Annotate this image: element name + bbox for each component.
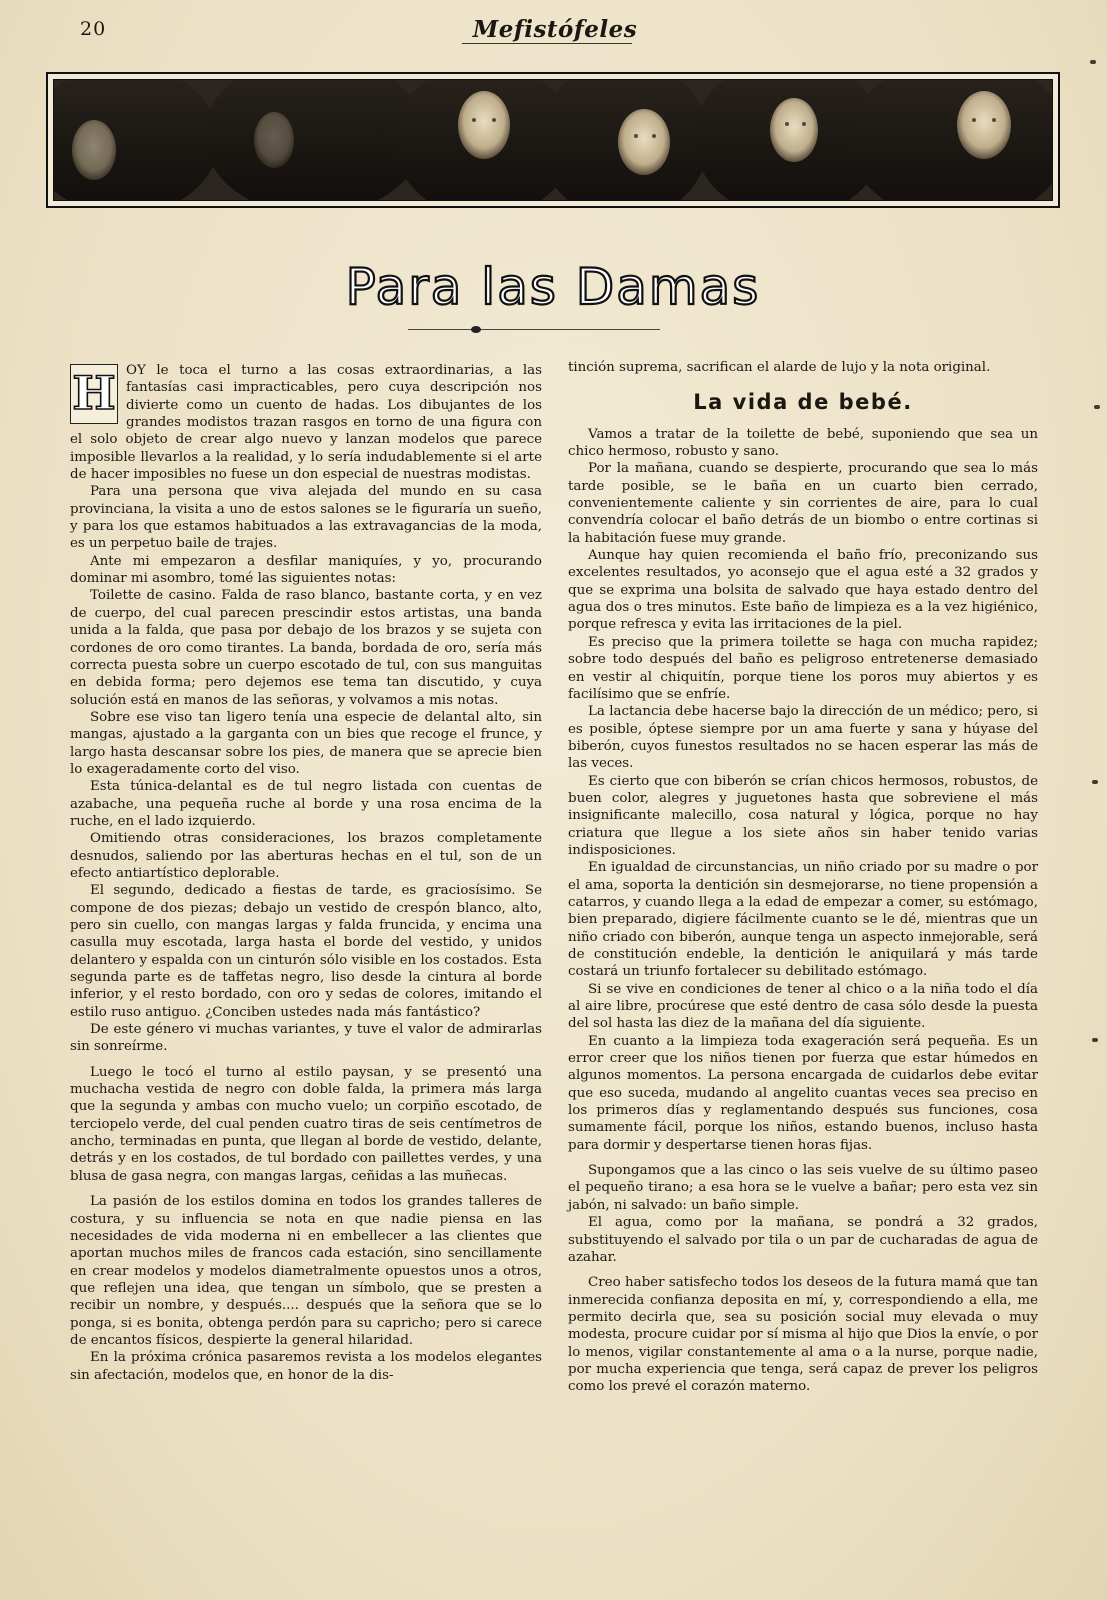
hair-mass-2 [204,80,424,200]
title-lettering [0,260,1107,316]
paragraph: De este género vi muchas variantes, y tuve el valor de admirarlas sin sonreírme. [70,1022,542,1055]
paragraph: Es cierto que con biberón se crían chicos hermosos, robustos, de buen color, alegres y juguetones hasta que sobreviene el más insignificante malecillo, cosa natural y lógica, porque no hay criatura que llegue a los siete años sin haber tenido varias indisposiciones. [568,773,1038,858]
paragraph: Omitiendo otras consideraciones, los brazos completamente desnudos, saliendo por las aberturas hechas en el tul, son de un efecto antiartístico deplorable. [70,831,542,881]
paragraph: La lactancia debe hacerse bajo la dirección de un médico; pero, si es posible, óptese siempre por un ama fuerte y sana y húyase del biberón, cuyos funestos resultados no se hacen esperar las más de las veces. [568,704,1038,772]
paragraph: Vamos a tratar de la toilette de bebé, suponiendo que sea un chico hermoso, robusto y sano. [568,426,1038,460]
portrait-face-6 [254,112,294,168]
header-banner-image [46,72,1060,208]
paragraph: Esta túnica-delantal es de tul negro listada con cuentas de azabache, una pequeña ruche al borde y una rosa encima de la ruche, en el lado izquierdo. [70,779,542,829]
portrait-face-4 [770,98,818,162]
page-speck [1094,405,1100,409]
page-number: 20 [80,18,107,40]
page-speck [1092,780,1098,784]
paragraph: En la próxima crónica pasaremos revista a los modelos elegantes sin afectación, modelos que, en honor de la dis- [70,1350,542,1383]
paragraph: Luego le tocó el turno al estilo paysan, y se presentó una muchacha vestida de negro con doble falda, la primera más larga que la segunda y ambas con mucho vuelo; un corpiño escotado, de terciopelo verde, del cual penden cuatro tiras de seis centímetros de ancho, terminadas en punta, que llegan al borde de vestido, delante, detrás y en los costados, de tul bordado con paillettes verdes, y una blusa de gasa negra, con mangas largas, ceñidas a las muñecas. [70,1064,542,1184]
masthead-underline [462,43,632,44]
paragraph: Aunque hay quien recomienda el baño frío, preconizando sus excelentes resultados, yo aconsejo que el agua esté a 32 grados y que se exprima una bolsita de salvado que haya estado dentro del agua dos o tres minutos. Este baño de limpieza es a la vez higiénico, porque refresca y evita las irritaciones de la piel. [568,548,1038,633]
dropcap [70,364,118,424]
paragraph: Para una persona que viva alejada del mundo en su casa provinciana, la visita a uno de estos salones se le figuraría un sueño, y para los que estamos habituados a las extravagancias de la moda, es un perpetuo baile de trajes. [70,484,542,552]
paragraph: Supongamos que a las cinco o las seis vuelve de su último paseo el pequeño tirano; a esa hora se le vuelve a bañar; pero esta vez sin jabón, ni salvado: un baño simple. [568,1163,1038,1213]
portrait-face-2 [458,91,510,159]
paragraph: En igualdad de circunstancias, un niño criado por su madre o por el ama, soporta la dentición sin desmejorarse, no tiene propensión a catarros, y cuando llega a la edad de empezar a comer, su estómago, bien preparado, digiere fácilmente cuanto se le dé, mientras que un niño criado con biberón, aunque tenga un aspecto inmejorable, será de constitución endeble, la dentición le aniquilará y más tarde costará un triunfo fortalecer su debilitado estómago. [568,860,1038,980]
masthead: Mefistófeles [472,16,638,43]
left-column [70,362,542,1384]
paragraph-continuation: tinción suprema, sacrifican el alarde de lujo y la nota original. [568,360,991,375]
portrait-face-1 [72,120,116,180]
article-title [0,260,1107,320]
paragraph: Si se vive en condiciones de tener al chico o a la niña todo el día al aire libre, procúrese que esté dentro de casa sólo desde la puesta del sol hasta las diez de la mañana del día siguiente. [568,981,1038,1032]
portrait-face-3 [618,109,670,175]
dropcap-letter: H [72,366,116,420]
hair-mass-6 [849,80,1052,200]
page-speck [1090,60,1096,64]
paragraph: El segundo, dedicado a fiestas de tarde, es graciosísimo. Se compone de dos piezas; debajo un vestido de crespón blanco, alto, pero sin cuello, con mangas largas y falda fruncida, y encima una casulla muy escotada, larga hasta el borde del vestido, y unidos delantero y espalda con un cinturón sólo visible en los costados. Esta segunda parte es de taffetas negro, liso desde la cintura al borde inferior, y el resto bordado, con oro y sedas de colores, imitando el estilo ruso antiguo. ¿Conciben ustedes nada más fantástico? [70,883,542,1020]
page-speck [1092,1038,1098,1042]
portrait-face-5 [957,91,1011,159]
paragraph: El agua, como por la mañana, se pondrá a 32 grados, substituyendo el salvado por tila o un par de cucharadas de agua de azahar. [568,1215,1038,1265]
paragraph: Creo haber satisfecho todos los deseos de la futura mamá que tan inmerecida confianza deposita en mí, y, correspondiendo a ella, me permito decirla que, sea su posición social muy elevada o muy modesta, procure cuidar por sí misma al hijo que Dios la envíe, o por lo menos, vigilar constantemente al ama o a la nurse, porque nadie, por mucha experiencia que tenga, será capaz de prever los peligros como los prevé el corazón materno. [568,1275,1038,1395]
banner-photo-strip [53,79,1053,201]
paragraph: La pasión de los estilos domina en todos los grandes talleres de costura, y su influencia se nota en que nadie piensa en las necesidades de vida moderna ni en embellecer a las clientes que aportan muchos miles de francos cada estación, sino sencillamente en crear modelos y modelos diametralmente opuestos unos a otros, que reflejen una idea, que tengan un símbolo, que se presten a recibir un nombre, y después.... después que la señora que se lo ponga, si es bonita, obtenga perdón para su capricho; pero si carece de encantos físicos, despierte la general hilaridad. [70,1194,542,1348]
paragraph: Ante mi empezaron a desfilar maniquíes, y yo, procurando dominar mi asombro, tomé las siguientes notas: [70,553,542,587]
paragraph: Es preciso que la primera toilette se haga con mucha rapidez; sobre todo después del baño es peligroso entretenerse demasiado en vestir al chiquitín, porque tiene los poros muy abiertos y es facilísimo que se enfríe. [568,634,1038,702]
section-subheading: La vida de bebé. [693,390,913,415]
portraits-illustration [54,80,1052,200]
right-column [568,359,1038,1396]
title-divider-ornament [471,326,481,333]
title-text: Para las Damas [345,260,761,316]
paragraph: En cuanto a la limpieza toda exageración será pequeña. Es un error creer que los niños tienen por fuerza que estar húmedos en algunos momentos. La persona encargada de cuidarlos debe evitar que eso suceda, mudando al angelito cuantas veces sea preciso en los primeros días y reglamentando después sus funciones, cosa sumamente fácil, porque los niños, estando buenos, incluso hasta para dormir y despertarse tienen horas fijas. [568,1033,1038,1153]
paragraph: Toilette de casino. Falda de raso blanco, bastante corta, y en vez de cuerpo, del cual parecen prescindir estos artistas, una banda unida a la falda, que pasa por debajo de los brazos y se sujeta con cordones de oro como tirantes. La banda, bordada de oro, sería más correcta puesta sobre un cuerpo escotado de tul, con sus manguitas en debida forma; pero dejemos ese tema tan discutido, y cuya solución está en manos de las señoras, y volvamos a mis notas. [70,588,542,708]
paragraph: OY le toca el turno a las cosas extraordinarias, a las fantasías casi impracticables, pero cuya descripción nos divierte como un cuento de hadas. Los dibujantes de los grandes modistos trazan rasgos en torno de una figura con el solo objeto de crear algo nuevo y lanzan modelos que parece imposible llevarlos a la realidad, y lo sería indudablemente si el arte de hacer imposibles no fuese un don especial de nuestras modistas. [70,363,542,483]
title-divider [408,329,660,330]
paragraph: Sobre ese viso tan ligero tenía una especie de delantal alto, sin mangas, ajustado a la garganta con un bies que recoge el frunce, y largo hasta descansar sobre los pies, de manera que se aprecie bien lo exageradamente corto del viso. [70,709,542,777]
paragraph: Por la mañana, cuando se despierte, procurando que sea lo más tarde posible, se le baña en un cuarto bien cerrado, convenientemente caliente y sin corrientes de aire, para lo cual convendría colocar el baño detrás de un biombo o entre cortinas si la habitación fuese muy grande. [568,461,1038,546]
